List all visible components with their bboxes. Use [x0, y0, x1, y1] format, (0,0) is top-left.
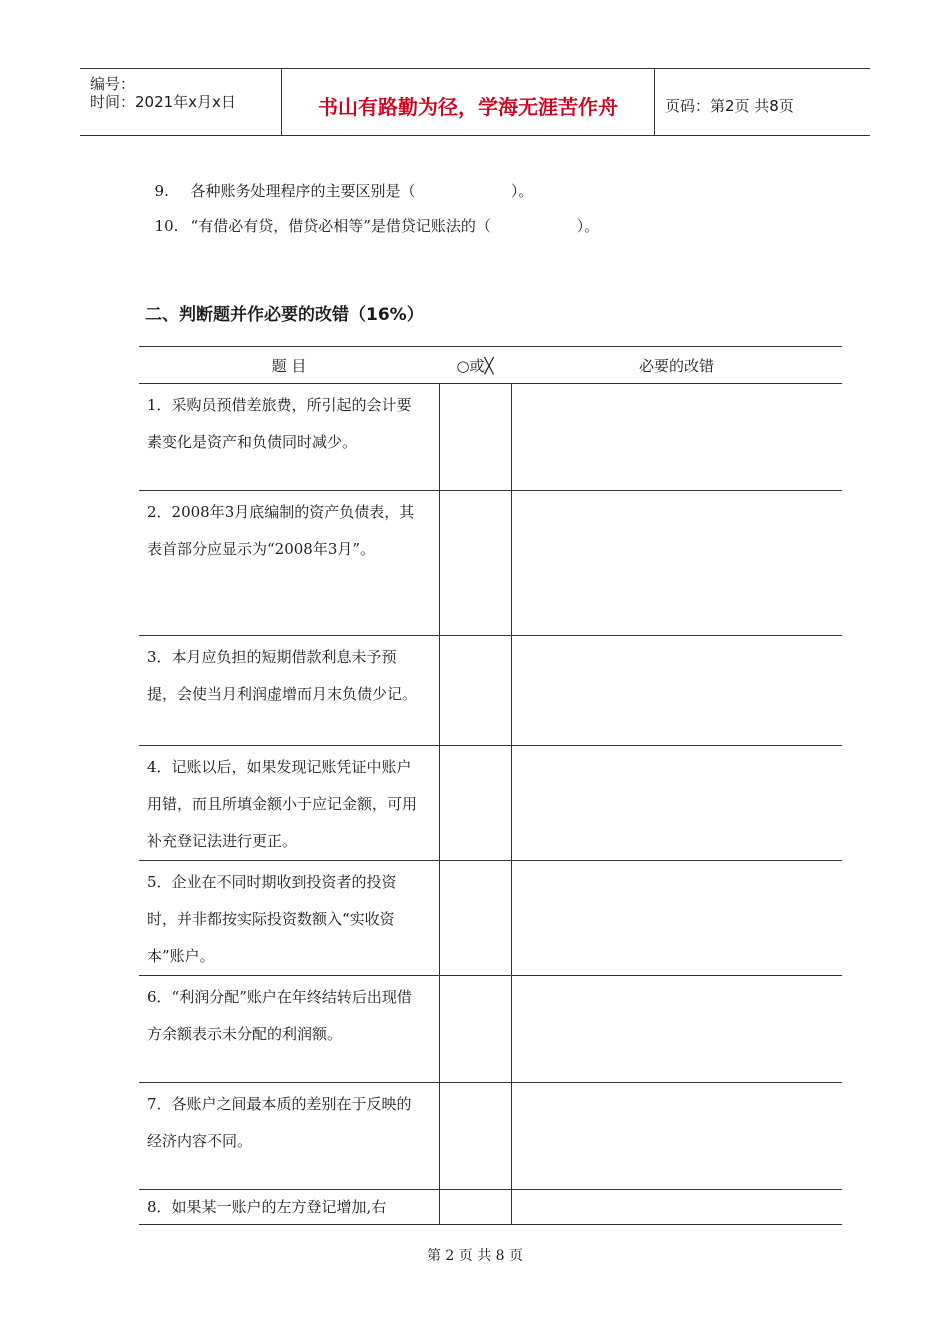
mark-cell[interactable]: [439, 636, 511, 746]
judgement-table: [139, 346, 842, 1225]
serial-label: 编号：: [90, 75, 136, 93]
correction-cell[interactable]: [511, 384, 842, 491]
question-10: [145, 197, 599, 236]
mark-cell[interactable]: [439, 746, 511, 861]
correction-cell[interactable]: [511, 1190, 842, 1225]
question-10-number: 10.: [154, 217, 179, 235]
question-cell: [139, 491, 439, 636]
correction-cell[interactable]: [511, 1083, 842, 1190]
mark-cell[interactable]: [439, 384, 511, 491]
table-row: [139, 746, 842, 861]
mark-cell[interactable]: [439, 976, 511, 1083]
question-cell: [139, 976, 439, 1083]
table-row: [139, 976, 842, 1083]
table-row: [139, 384, 842, 491]
mark-cell[interactable]: [439, 1083, 511, 1190]
mark-cell[interactable]: [439, 491, 511, 636]
page-header: [80, 68, 870, 136]
question-text: 5．企业在不同时期收到投资者的投资时，并非都按实际投资数额入“实收资本”账户。: [147, 873, 397, 965]
mark-cell[interactable]: [439, 861, 511, 976]
table-header-row: [139, 347, 842, 384]
question-cell: [139, 1190, 439, 1225]
question-text: 6．“利润分配”账户在年终结转后出现借方余额表示未分配的利润额。: [147, 988, 412, 1043]
table-row: [139, 636, 842, 746]
question-text: 8．如果某一账户的左方登记增加,右: [147, 1198, 387, 1216]
header-mark: ○或╳: [439, 347, 511, 384]
correction-cell[interactable]: [511, 861, 842, 976]
question-cell: [139, 384, 439, 491]
question-cell: [139, 636, 439, 746]
correction-cell[interactable]: [511, 746, 842, 861]
header-correction: 必要的改错: [511, 347, 842, 384]
mark-cell[interactable]: [439, 1190, 511, 1225]
correction-cell[interactable]: [511, 976, 842, 1083]
question-text: 3．本月应负担的短期借款利息未予预提，会使当月利润虚增而月末负债少记。: [147, 648, 418, 703]
question-cell: [139, 746, 439, 861]
table-row: [139, 491, 842, 636]
table-row: [139, 1083, 842, 1190]
question-text: 1．采购员预借差旅费，所引起的会计要素变化是资产和负债同时减少。: [147, 396, 412, 451]
question-cell: [139, 861, 439, 976]
question-9-number: 9.: [154, 182, 169, 200]
time-label: 时间：2021年x月x日: [90, 93, 236, 111]
header-motto: 书山有路勤为径，学海无涯苦作舟: [282, 69, 655, 135]
question-text: 7．各账户之间最本质的差别在于反映的经济内容不同。: [147, 1095, 412, 1150]
question-9: [145, 162, 533, 201]
question-9-text: 各种账务处理程序的主要区别是（ ）。: [190, 182, 534, 200]
question-10-text: “有借必有贷，借贷必相等”是借贷记账法的（ ）。: [190, 217, 600, 235]
correction-cell[interactable]: [511, 636, 842, 746]
table-row: [139, 1190, 842, 1225]
page-footer: 第 2 页 共 8 页: [426, 1248, 524, 1264]
header-left-cell: [80, 69, 282, 135]
table-row: [139, 861, 842, 976]
section-title: 二、判断题并作必要的改错（16%）: [145, 305, 424, 325]
correction-cell[interactable]: [511, 491, 842, 636]
question-text: 2．2008年3月底编制的资产负债表，其表首部分应显示为“2008年3月”。: [147, 503, 415, 558]
header-page-label: 页码：第2页 共8页: [665, 96, 794, 115]
question-text: 4．记账以后，如果发现记账凭证中账户用错，而且所填金额小于应记金额，可用补充登记法进行更正。: [147, 758, 418, 850]
header-question: 题 目: [139, 347, 439, 384]
question-cell: [139, 1083, 439, 1190]
